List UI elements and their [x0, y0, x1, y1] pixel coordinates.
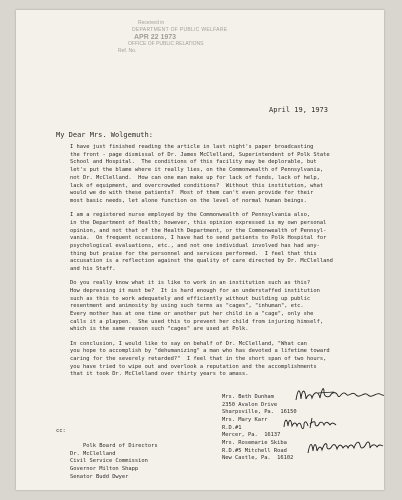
signature-3 [306, 436, 384, 458]
paragraph-3: Do you really know what it is like to work in an institution such as this? How depressing it must be? It is hard enough for an understaffed institution such as this to work adequately and efficiently without building up public resentment and animosity by using such terms as "cages", "inhuman", etc. Every mother has at one time or another put her child in a "cage", only she calls it a playpen. She used this to prevent her child from injuring himself, which is the same reason such "cages" are used at Polk. [70, 280, 324, 333]
cc-recipients: Polk Board of Directors Dr. McClelland Civil Service Commission Governor Milton Shapp Senator Budd Dwyer [70, 443, 158, 480]
cc-list [56, 428, 158, 489]
signature-1 [294, 384, 384, 406]
letter-body [70, 144, 374, 386]
paragraph-4: In conclusion, I would like to say on behalf of Dr. McClelland, "What can you hope to accomplish by "dehumanizing" a man who has devoted a lifetime toward caring for the severely retarded?" I feel that in the short span of two hours, you have tried to wipe out and overlook a reputation and the accomplishments that it took Dr. McClelland over thirty years to amass. [70, 340, 330, 378]
stamp-received: Received in [138, 20, 165, 26]
cc-label: cc: [56, 428, 66, 434]
paragraph-1: I have just finished reading the article in last night's paper broadcasting the front - page dismissal of Dr. James McClelland, Superintendent of Polk State School and Hospital. The conditions of this facility may be deplorable, but let's put the blame where it really lies, on the Commonwealth of Pennsylvania, not Dr. McClelland. How can one man make up for lack of funds, lack of help, lack of equipment, and overcrowded conditions? Without this institution, what would we do with these patients? Most of them can't even provide for their most basic needs, let alone function on the level of normal human beings. [70, 144, 330, 204]
paragraph-2: I am a registered nurse employed by the Commonwealth of Pennsylvania also, in the Department of Health; however, this opinion expressed is my own personal opinion, and not that of the Health Department, or the Commonwealth of Pennsyl- vania. On frequent occasions, I have had to send patients to Polk Hospital for psychological evaluations, etc., and not one individual involved has had any- thing but praise for the personnel and services performed. I feel that this accusation is a reflection against the quality of care directed by Dr. McClelland and his Staff. [70, 212, 333, 273]
stamp-department: DEPARTMENT OF PUBLIC WELFARE [132, 27, 228, 33]
letter-page [16, 10, 384, 490]
signatory-block-1: Mrs. Beth Dunham 2350 Avalon Drive Sharpsville, Pa. 16150 [222, 394, 297, 415]
received-stamp [104, 20, 228, 92]
signatory-block-2: Mrs. Mary Karr R.D.#1 Mercer, Pa. 16137 [222, 417, 281, 438]
signatory-block-3: Mrs. Rosemarie Skiba R.D.#5 Mitchell Road New Castle, Pa. 16102 [222, 440, 294, 461]
letter-date: April 19, 1973 [268, 106, 328, 114]
stamp-office: OFFICE OF PUBLIC RELATIONS [128, 41, 204, 47]
stamp-ref: Ref. No. [118, 48, 137, 54]
salutation: My Dear Mrs. Wolgemuth: [56, 131, 153, 139]
stamp-date: APR 22 1973 [134, 34, 177, 41]
signature-2 [282, 414, 338, 432]
